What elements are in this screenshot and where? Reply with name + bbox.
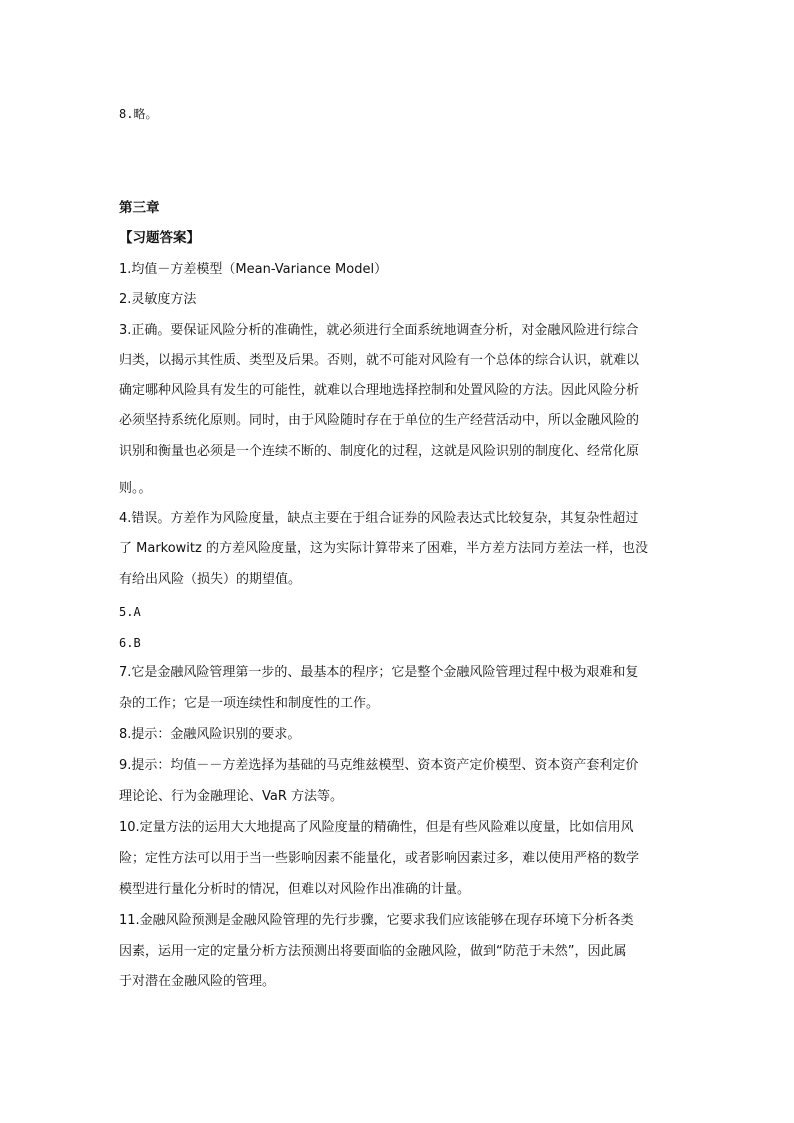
answer-line: 1.均值－方差模型（Mean-Variance Model） xyxy=(119,262,388,277)
prev-answer-8: 8.略。 xyxy=(119,107,158,121)
answer-line: 2.灵敏度方法 xyxy=(119,292,197,307)
answer-line: 8.提示：金融风险识别的要求。 xyxy=(119,727,301,742)
answer-line: 11.金融风险预测是金融风险管理的先行步骤，它要求我们应该能够在现存环境下分析各类 xyxy=(119,913,634,928)
answer-line: 杂的工作；它是一项连续性和制度性的工作。 xyxy=(119,696,380,711)
answer-line: 于对潜在金融风险的管理。 xyxy=(119,974,276,989)
answer-line: 7.它是金融风险管理第一步的、最基本的程序；它是整个金融风险管理过程中极为艰难和复 xyxy=(119,665,639,680)
answer-line: 因素，运用一定的定量分析方法预测出将要面临的金融风险，做到“防范于未然”，因此属 xyxy=(119,944,627,959)
section-heading: 【习题答案】 xyxy=(119,230,200,246)
answer-line: 理论论、行为金融理论、VaR 方法等。 xyxy=(119,789,344,804)
answer-line: 确定哪种风险具有发生的可能性，就难以合理地选择控制和处置风险的方法。因此风险分析 xyxy=(119,383,640,398)
answer-line: 必须坚持系统化原则。同时，由于风险随时存在于单位的生产经营活动中，所以金融风险的 xyxy=(119,413,640,428)
answer-line: 4.错误。方差作为风险度量，缺点主要在于组合证券的风险表达式比较复杂，其复杂性超过 xyxy=(119,511,639,526)
answer-line: 模型进行量化分析时的情况，但难以对风险作出准确的计量。 xyxy=(119,882,471,897)
answer-line: 险；定性方法可以用于当一些影响因素不能量化，或者影响因素过多，难以使用严格的数学 xyxy=(119,851,640,866)
answer-line: 了 Markowitz 的方差风险度量，这为实际计算带来了困难，半方差方法同方差法一样，也没 xyxy=(119,541,648,556)
answer-line: 有给出风险（损失）的期望值。 xyxy=(119,572,302,587)
answer-line: 5.A xyxy=(119,605,141,619)
answer-line: 3.正确。要保证风险分析的准确性，就必须进行全面系统地调查分析，对金融风险进行综合 xyxy=(119,323,639,338)
answer-line: 9.提示：均值－－方差选择为基础的马克维兹模型、资本资产定价模型、资本资产套利定价 xyxy=(119,758,639,773)
answer-line: 6.B xyxy=(119,636,141,650)
answer-line: 则。。 xyxy=(119,481,152,496)
answer-line: 10.定量方法的运用大大地提高了风险度量的精确性，但是有些风险难以度量，比如信用风 xyxy=(119,820,634,835)
chapter-title: 第三章 xyxy=(119,200,160,216)
answer-line: 识别和衡量也必须是一个连续不断的、制度化的过程，这就是风险识别的制度化、经常化原 xyxy=(119,444,640,459)
answer-line: 归类，以揭示其性质、类型及后果。否则，就不可能对风险有一个总体的综合认识，就难以 xyxy=(119,353,640,368)
